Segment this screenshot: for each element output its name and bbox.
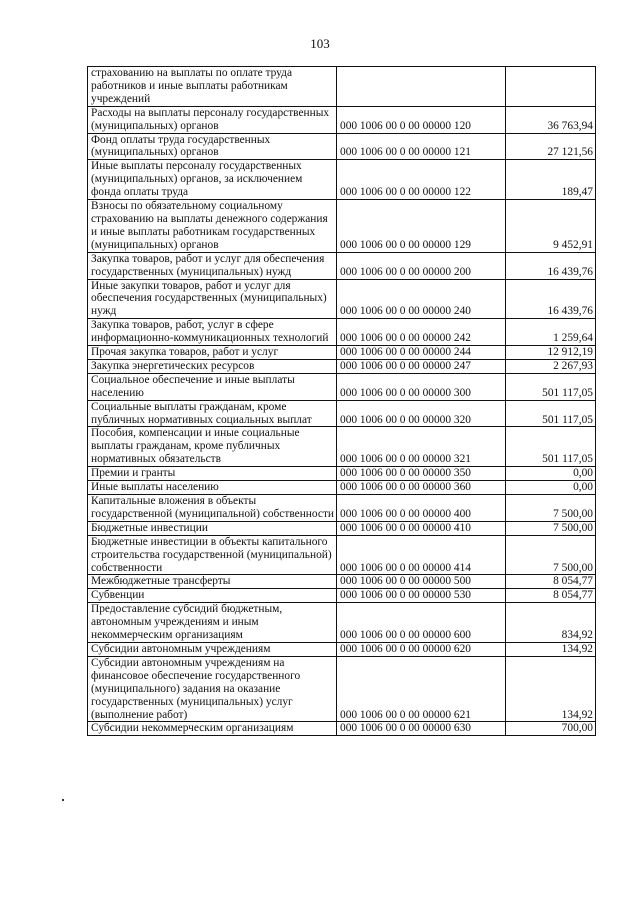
row-amount: 0,00: [506, 467, 596, 481]
row-amount: 834,92: [506, 603, 596, 643]
row-code: 000 1006 00 0 00 00000 530: [337, 589, 506, 603]
row-code: 000 1006 00 0 00 00000 350: [337, 467, 506, 481]
row-name: Расходы на выплаты персоналу государственных (муниципальных) органов: [88, 106, 337, 133]
table-row: [88, 319, 596, 346]
row-name: Прочая закупка товаров, работ и услуг: [88, 346, 337, 360]
budget-table: [87, 66, 596, 736]
row-code: 000 1006 00 0 00 00000 500: [337, 575, 506, 589]
row-name: страхованию на выплаты по оплате труда работников и иные выплаты работникам учреждений: [88, 67, 337, 107]
row-name: Иные закупки товаров, работ и услуг для обеспечения государственных (муниципальных) нужд: [88, 279, 337, 319]
page-number: 103: [310, 36, 330, 51]
table-row: [88, 160, 596, 200]
row-name: Капитальные вложения в объекты государственной (муниципальной) собственности: [88, 495, 337, 522]
row-amount: 9 452,91: [506, 200, 596, 253]
row-code: 000 1006 00 0 00 00000 122: [337, 160, 506, 200]
row-amount: 134,92: [506, 656, 596, 722]
table-row: [88, 200, 596, 253]
row-amount: 8 054,77: [506, 589, 596, 603]
table-row: [88, 400, 596, 427]
row-code: 000 1006 00 0 00 00000 620: [337, 642, 506, 656]
table-row: [88, 481, 596, 495]
row-code: 000 1006 00 0 00 00000 360: [337, 481, 506, 495]
row-code: 000 1006 00 0 00 00000 247: [337, 359, 506, 373]
row-name: Взносы по обязательному социальному страхованию на выплаты денежного содержания и иные выплаты работникам государственных (муниципальных) органов: [88, 200, 337, 253]
row-code: 000 1006 00 0 00 00000 242: [337, 319, 506, 346]
row-amount: 7 500,00: [506, 521, 596, 535]
row-code: 000 1006 00 0 00 00000 600: [337, 603, 506, 643]
row-name: Бюджетные инвестиции в объекты капитального строительства государственной (муниципальной) собственности: [88, 535, 337, 575]
row-amount: 7 500,00: [506, 535, 596, 575]
row-amount: 501 117,05: [506, 373, 596, 400]
table-row: [88, 346, 596, 360]
row-name: Фонд оплаты труда государственных (муниципальных) органов: [88, 133, 337, 160]
table-row: [88, 252, 596, 279]
row-name: Субсидии автономным учреждениям на финансовое обеспечение государственного (муниципального) задания на оказание государственных (муниципальных) услуг (выполнение работ): [88, 656, 337, 722]
row-code: 000 1006 00 0 00 00000 414: [337, 535, 506, 575]
table-row: [88, 722, 596, 736]
row-name: Субвенции: [88, 589, 337, 603]
table-row: [88, 279, 596, 319]
row-amount: 27 121,56: [506, 133, 596, 160]
row-amount: 16 439,76: [506, 279, 596, 319]
row-name: Иные выплаты персоналу государственных (муниципальных) органов, за исключением фонда оплаты труда: [88, 160, 337, 200]
scan-speck: [62, 799, 64, 801]
row-code: 000 1006 00 0 00 00000 320: [337, 400, 506, 427]
row-amount: 8 054,77: [506, 575, 596, 589]
row-amount: 0,00: [506, 481, 596, 495]
row-amount: 12 912,19: [506, 346, 596, 360]
row-name: Иные выплаты населению: [88, 481, 337, 495]
row-code: 000 1006 00 0 00 00000 621: [337, 656, 506, 722]
table-row: [88, 575, 596, 589]
table-row: [88, 133, 596, 160]
row-name: Социальные выплаты гражданам, кроме публичных нормативных социальных выплат: [88, 400, 337, 427]
row-code: 000 1006 00 0 00 00000 129: [337, 200, 506, 253]
row-amount: 134,92: [506, 642, 596, 656]
row-amount: 16 439,76: [506, 252, 596, 279]
row-name: Предоставление субсидий бюджетным, автономным учреждениям и иным некоммерческим организациям: [88, 603, 337, 643]
table-row: [88, 106, 596, 133]
row-amount: 189,47: [506, 160, 596, 200]
table-row: [88, 495, 596, 522]
row-amount: 501 117,05: [506, 400, 596, 427]
row-code: 000 1006 00 0 00 00000 410: [337, 521, 506, 535]
row-code: [337, 67, 506, 107]
row-name: Закупка товаров, работ, услуг в сфере информационно-коммуникационных технологий: [88, 319, 337, 346]
table-row: [88, 427, 596, 467]
row-code: 000 1006 00 0 00 00000 244: [337, 346, 506, 360]
table-row: [88, 656, 596, 722]
row-code: 000 1006 00 0 00 00000 120: [337, 106, 506, 133]
row-name: Закупка товаров, работ и услуг для обеспечения государственных (муниципальных) нужд: [88, 252, 337, 279]
table-row: [88, 467, 596, 481]
row-code: 000 1006 00 0 00 00000 200: [337, 252, 506, 279]
table-row: [88, 603, 596, 643]
row-code: 000 1006 00 0 00 00000 240: [337, 279, 506, 319]
row-amount: 700,00: [506, 722, 596, 736]
table-row: [88, 642, 596, 656]
row-name: Субсидии автономным учреждениям: [88, 642, 337, 656]
table-row: [88, 359, 596, 373]
row-amount: [506, 67, 596, 107]
row-amount: 1 259,64: [506, 319, 596, 346]
row-name: Пособия, компенсации и иные социальные выплаты гражданам, кроме публичных нормативных обязательств: [88, 427, 337, 467]
row-code: 000 1006 00 0 00 00000 121: [337, 133, 506, 160]
row-code: 000 1006 00 0 00 00000 400: [337, 495, 506, 522]
row-name: Межбюджетные трансферты: [88, 575, 337, 589]
row-code: 000 1006 00 0 00 00000 321: [337, 427, 506, 467]
row-amount: 2 267,93: [506, 359, 596, 373]
table-row: [88, 373, 596, 400]
table-row: [88, 521, 596, 535]
row-name: Закупка энергетических ресурсов: [88, 359, 337, 373]
row-amount: 7 500,00: [506, 495, 596, 522]
row-name: Субсидии некоммерческим организациям: [88, 722, 337, 736]
row-amount: 501 117,05: [506, 427, 596, 467]
row-name: Социальное обеспечение и иные выплаты населению: [88, 373, 337, 400]
table-row: [88, 535, 596, 575]
table-row: [88, 589, 596, 603]
row-code: 000 1006 00 0 00 00000 630: [337, 722, 506, 736]
row-amount: 36 763,94: [506, 106, 596, 133]
table-row: [88, 67, 596, 107]
row-code: 000 1006 00 0 00 00000 300: [337, 373, 506, 400]
row-name: Премии и гранты: [88, 467, 337, 481]
row-name: Бюджетные инвестиции: [88, 521, 337, 535]
